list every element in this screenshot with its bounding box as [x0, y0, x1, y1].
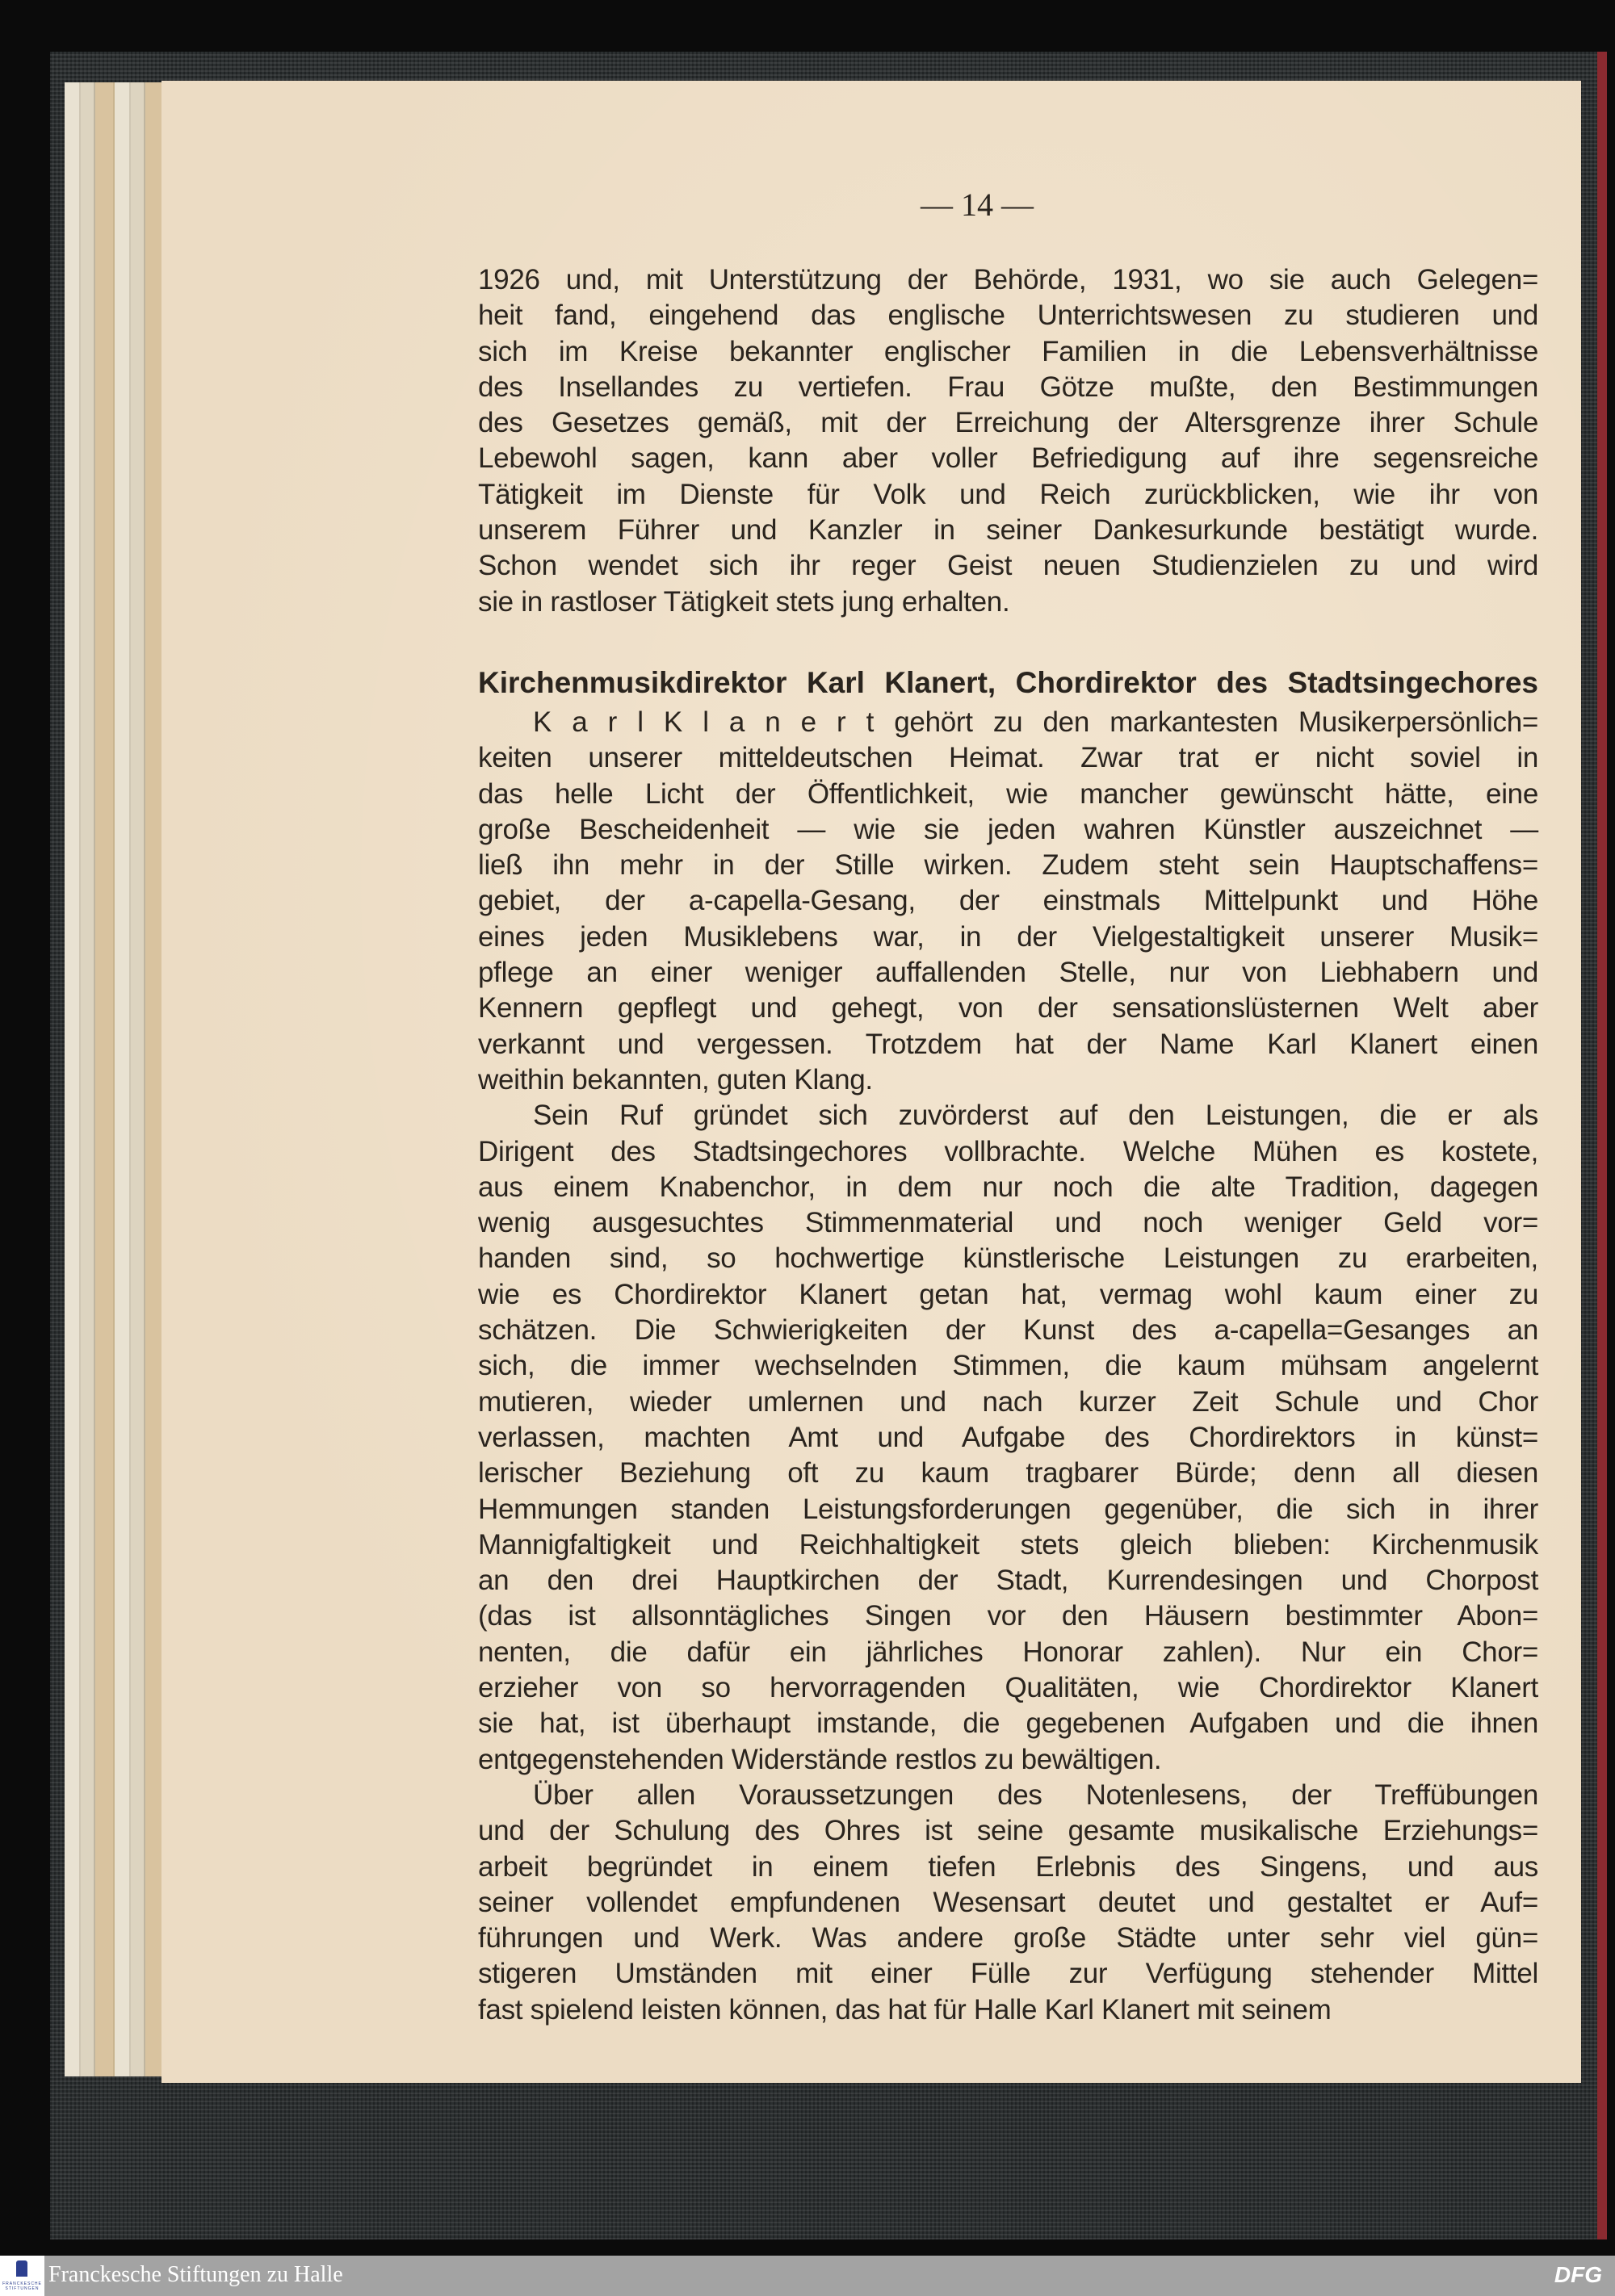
text-line: große Bescheidenheit — wie sie jeden wahren Künstler auszeichnet —: [478, 813, 1538, 845]
text-line: Über allen Voraussetzungen des Notenlesens, der Treffübungen: [533, 1779, 1538, 1811]
text-line: aus einem Knabenchor, in dem nur noch die alte Tradition, dagegen: [478, 1171, 1538, 1203]
text-line: sich, die immer wechselnden Stimmen, die kaum mühsam angelernt: [478, 1350, 1538, 1382]
text-line: des Gesetzes gemäß, mit der Erreichung der Altersgrenze ihrer Schule: [478, 407, 1538, 439]
text-line: seiner vollendet empfundenen Wesensart deutet und gestaltet er Auf=: [478, 1886, 1538, 1918]
text-line: erzieher von so hervorragenden Qualitäten, wie Chordirektor Klanert: [478, 1672, 1538, 1704]
text-line: führungen und Werk. Was andere große Städte unter sehr viel gün=: [478, 1922, 1538, 1955]
text-line: keiten unserer mitteldeutschen Heimat. Zwar trat er nicht soviel in: [478, 742, 1538, 774]
text-line: sie hat, ist überhaupt imstande, die gegebenen Aufgaben und die ihnen: [478, 1707, 1538, 1740]
text-line: nenten, die dafür ein jährliches Honorar zahlen). Nur ein Chor=: [478, 1636, 1538, 1668]
text-line: Kennern gepflegt und gehegt, von der sensationslüsternen Welt aber: [478, 992, 1538, 1024]
text-line: an den drei Hauptkirchen der Stadt, Kurrendesingen und Chorpost: [478, 1565, 1538, 1597]
text-line: Lebewohl sagen, kann aber voller Befriedigung auf ihre segensreiche: [478, 442, 1538, 475]
text-line: weithin bekannten, guten Klang.: [478, 1063, 873, 1096]
logo-figure-icon: [16, 2260, 27, 2277]
text-line: 1926 und, mit Unterstützung der Behörde, 1931, wo sie auch Gelegen=: [478, 264, 1538, 295]
text-line: des Insellandes zu vertiefen. Frau Götze mußte, den Bestimmungen: [478, 371, 1538, 403]
dfg-logo: DFG: [1554, 2262, 1602, 2287]
text-line: unserem Führer und Kanzler in seiner Dankesurkunde bestätigt wurde.: [478, 514, 1538, 547]
text-line: und der Schulung des Ohres ist seine gesamte musikalische Erziehungs=: [478, 1815, 1538, 1847]
text-line: handen sind, so hochwertige künstlerische Leistungen zu erarbeiten,: [478, 1242, 1538, 1275]
text-line: heit fand, eingehend das englische Unterrichtswesen zu studieren und: [478, 300, 1538, 332]
text-line: Sein Ruf gründet sich zuvörderst auf den Leistungen, die er als: [533, 1100, 1538, 1132]
paragraph-1: [478, 262, 1538, 620]
text-line: lerischer Beziehung oft zu kaum tragbarer Bürde; denn all diesen: [478, 1457, 1538, 1489]
text-line: wie es Chordirektor Klanert getan hat, vermag wohl kaum einer zu: [478, 1278, 1538, 1310]
text-line: ließ ihn mehr in der Stille wirken. Zudem steht sein Hauptschaffens=: [478, 849, 1538, 882]
text-line: Schon wendet sich ihr reger Geist neuen Studienzielen zu und wird: [478, 550, 1538, 582]
text-line: Hemmungen standen Leistungsforderungen gegenüber, die sich in ihrer: [478, 1493, 1538, 1525]
text-line: fast spielend leisten können, das hat für Halle Karl Klanert mit seinem: [478, 1993, 1332, 2026]
text-line: sie in rastloser Tätigkeit stets jung erhalten.: [478, 585, 1010, 618]
text-line: Tätigkeit im Dienste für Volk und Reich zurückblicken, wie ihr von: [478, 478, 1538, 510]
text-line: wenig ausgesuchtes Stimmenmaterial und noch weniger Geld vor=: [478, 1207, 1538, 1239]
text-line: arbeit begründet in einem tiefen Erlebnis des Singens, und aus: [478, 1850, 1538, 1883]
book-page: [162, 81, 1581, 2083]
text-line: verlassen, machten Amt und Aufgabe des Chordirektors in künst=: [478, 1421, 1538, 1453]
text-line: pflege an einer weniger auffallenden Stelle, nur von Liebhabern und: [478, 957, 1538, 989]
paragraph-2: [478, 705, 1538, 2028]
text-line: (das ist allsonntägliches Singen vor den Häusern bestimmter Abon=: [478, 1600, 1538, 1632]
franckesche-logo: [0, 2256, 44, 2296]
section-heading: Kirchenmusikdirektor Karl Klanert, Chordirektor des Stadtsingechores: [478, 666, 1538, 699]
text-line: Dirigent des Stadtsingechores vollbrachte. Welche Mühen es kostete,: [478, 1135, 1538, 1167]
footer-bar: [0, 2256, 1615, 2296]
logo-text: FRANCKESCHE STIFTUNGEN: [2, 2281, 42, 2291]
text-line: entgegenstehenden Widerstände restlos zu bewältigen.: [478, 1743, 1162, 1775]
institution-name: Franckesche Stiftungen zu Halle: [48, 2262, 343, 2287]
text-line: gebiet, der a-capella-Gesang, der einstmals Mittelpunkt und Höhe: [478, 885, 1538, 917]
text-line: schätzen. Die Schwierigkeiten der Kunst des a-capella=Gesanges an: [478, 1314, 1538, 1347]
text-line: K a r l K l a n e r t gehört zu den markantesten Musikerpersönlich=: [533, 706, 1538, 738]
text-line: stigeren Umständen mit einer Fülle zur Verfügung stehender Mittel: [478, 1958, 1538, 1990]
text-line: verkannt und vergessen. Trotzdem hat der Name Karl Klanert einen: [478, 1028, 1538, 1060]
text-line: mutieren, wieder umlernen und nach kurzer Zeit Schule und Chor: [478, 1385, 1538, 1418]
text-line: sich im Kreise bekannter englischer Familien in die Lebensverhältnisse: [478, 335, 1538, 367]
text-line: Mannigfaltigkeit und Reichhaltigkeit stets gleich blieben: Kirchenmusik: [478, 1528, 1538, 1561]
page-number: — 14 —: [921, 186, 1034, 223]
text-line: eines jeden Musiklebens war, in der Vielgestaltigkeit unserer Musik=: [478, 920, 1538, 953]
text-line: das helle Licht der Öffentlichkeit, wie mancher gewünscht hätte, eine: [478, 777, 1538, 810]
cover-edge-strip: [1597, 52, 1607, 2239]
